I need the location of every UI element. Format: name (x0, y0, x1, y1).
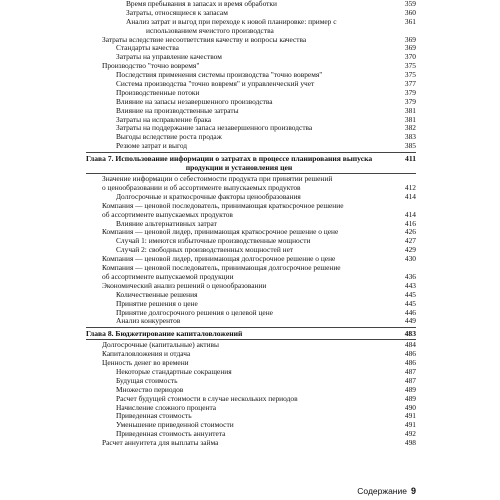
chapter-title (86, 329, 416, 338)
toc-entry[interactable] (86, 116, 416, 125)
toc-entry-page-number: 361 (404, 16, 416, 26)
toc-entry-title: Затраты вследствие несоответствия качеству и вопросы качества (102, 35, 307, 44)
toc-entry[interactable] (86, 228, 416, 237)
chapter-rule (86, 152, 416, 153)
toc-entry[interactable] (86, 98, 416, 107)
toc-entry-title: Компания — ценовой лидер, принимающая долгосрочное решение о цене (102, 255, 336, 264)
toc-entry-page-number: 375 (404, 61, 416, 71)
toc-entry-page-number: 449 (404, 316, 416, 326)
toc-entry-page-number: 491 (404, 411, 416, 421)
toc-entry-page-number: 369 (404, 34, 416, 44)
toc-entry[interactable] (86, 377, 416, 386)
toc-entry-page-number: 436 (404, 271, 416, 281)
toc-entry[interactable] (86, 412, 416, 421)
footer-page-number: 9 (410, 486, 416, 496)
toc-entry-page-number: 484 (404, 340, 416, 350)
toc-entry[interactable] (86, 368, 416, 377)
toc-entry[interactable] (86, 124, 416, 133)
toc-entry[interactable] (86, 359, 416, 368)
toc-entry[interactable] (86, 264, 416, 273)
toc-entry-title: Значение информации о себестоимости продукта при принятии решений (102, 175, 333, 184)
toc-entry[interactable] (86, 309, 416, 318)
toc-entry-title: Производство "точно вовремя" (102, 62, 200, 71)
toc-entry-page-number: 379 (404, 96, 416, 106)
toc-entry-title: Долгосрочные и краткосрочные факторы ценообразования (116, 192, 301, 201)
toc-entry-title: Приведенная стоимость (116, 412, 192, 421)
toc-entry-page-number: 430 (404, 254, 416, 264)
toc-entry-page-number: 429 (404, 245, 416, 255)
toc-entry-title: использованием ячеистого производства (146, 26, 274, 35)
toc-entry-page-number: 486 (404, 349, 416, 359)
toc-entry-title: Некоторые стандартные сокращения (116, 367, 232, 376)
chapter-heading (86, 154, 416, 172)
table-of-contents (86, 0, 416, 448)
toc-entry-title: Капиталовложения и отдача (102, 350, 191, 359)
chapter-page-number: 483 (404, 329, 416, 339)
toc-entry-page-number: 385 (404, 141, 416, 151)
chapter-title-line: продукции и установления цен (185, 163, 293, 173)
toc-entry-title: Затраты, относящиеся к запасам (126, 8, 228, 17)
toc-entry-page-number: 377 (404, 79, 416, 89)
toc-entry[interactable] (86, 300, 416, 309)
chapter-title-line: Глава 7. Использование информации о затратах в процессе планирования выпуска (86, 154, 373, 164)
toc-entry[interactable] (86, 142, 416, 151)
toc-entry[interactable] (86, 0, 416, 9)
toc-entry[interactable] (86, 53, 416, 62)
toc-entry[interactable] (86, 430, 416, 439)
toc-entry-title: Множество периодов (116, 385, 184, 394)
toc-entry[interactable] (86, 246, 416, 255)
toc-entry-page-number: 360 (404, 7, 416, 17)
toc-entry-title: Резюме затрат и выгод (116, 142, 188, 151)
toc-entry[interactable] (86, 184, 416, 193)
toc-entry-page-number: 414 (404, 191, 416, 201)
toc-entry[interactable] (86, 404, 416, 413)
toc-entry[interactable] (86, 202, 416, 211)
toc-entry-title: об ассортименте выпускаемых продуктов (102, 210, 233, 219)
chapter-rule (86, 173, 416, 174)
chapter-title (86, 154, 416, 172)
toc-entry-title: Время пребывания в запасах и время обработки (126, 0, 277, 8)
toc-entry-title: Анализ конкурентов (116, 317, 181, 326)
toc-entry-title: Система производства "точно вовремя" и управленческий учет (116, 80, 315, 89)
toc-entry-page-number: 369 (404, 43, 416, 53)
toc-entry-page-number: 487 (404, 366, 416, 376)
toc-entry[interactable] (86, 395, 416, 404)
toc-entry[interactable] (86, 273, 416, 282)
toc-entry-title: Компания — ценовой последователь, принимающая долгосрочное решение (102, 264, 341, 273)
toc-entry-title: Затраты на поддержание запаса незавершенного производства (116, 124, 313, 133)
toc-entry-page-number: 491 (404, 420, 416, 430)
chapter-title-line: Глава 8. Бюджетирование капиталовложений (86, 329, 243, 339)
toc-entry[interactable] (86, 44, 416, 53)
toc-entry-page-number: 416 (404, 218, 416, 228)
toc-entry-page-number: 498 (404, 438, 416, 448)
toc-entry[interactable] (86, 421, 416, 430)
toc-entry-title: о ценообразовании и об ассортименте выпускаемых продуктов (102, 184, 301, 193)
toc-entry-title: Экономический анализ решений о ценообразовании (102, 281, 267, 290)
chapter-page-number: 411 (405, 154, 416, 164)
toc-entry[interactable] (86, 133, 416, 142)
toc-entry-page-number: 359 (404, 0, 416, 8)
toc-entry-page-number: 414 (404, 209, 416, 219)
toc-entry-title: об ассортименте выпускаемой продукции (102, 272, 234, 281)
toc-entry[interactable] (86, 341, 416, 350)
toc-entry[interactable] (86, 89, 416, 98)
toc-entry-page-number: 443 (404, 280, 416, 290)
toc-entry-page-number: 446 (404, 307, 416, 317)
toc-entry[interactable] (86, 9, 416, 18)
toc-entry-title: Приведенная стоимость аннуитета (116, 430, 226, 439)
toc-entry-title: Ценность денег во времени (102, 359, 189, 368)
toc-entry[interactable] (86, 291, 416, 300)
toc-entry-title: Расчет аннуитета для выплаты займа (102, 439, 219, 448)
toc-entry[interactable] (86, 71, 416, 80)
toc-entry-page-number: 492 (404, 429, 416, 439)
toc-entry-title: Компания — ценовой последователь, принимающая краткосрочное решение (102, 201, 344, 210)
chapter-rule (86, 327, 416, 328)
toc-entry-page-number: 381 (404, 105, 416, 115)
toc-entry-title: Количественные решения (116, 290, 198, 299)
toc-entry-page-number: 379 (404, 87, 416, 97)
toc-entry-title: Затраты на исправление брака (116, 115, 212, 124)
toc-entry[interactable] (86, 211, 416, 220)
toc-entry-page-number: 426 (404, 227, 416, 237)
toc-entry-page-number: 427 (404, 236, 416, 246)
toc-entry-title: Долгосрочные (капитальные) активы (102, 341, 219, 350)
chapter-rule (86, 339, 416, 340)
toc-entry[interactable] (86, 36, 416, 45)
toc-entry-title: Последствия применения системы производства "точно вовремя" (116, 71, 323, 80)
chapter-heading (86, 329, 416, 338)
toc-entry-title: Выгоды вследствие роста продаж (116, 133, 222, 142)
toc-entry[interactable] (86, 317, 416, 326)
toc-entry[interactable] (86, 282, 416, 291)
toc-entry-title: Влияние на производственные затраты (116, 106, 239, 115)
toc-entry-page-number: 382 (404, 123, 416, 133)
toc-entry-page-number: 375 (404, 70, 416, 80)
toc-entry-page-number: 490 (404, 402, 416, 412)
toc-entry[interactable] (86, 62, 416, 71)
toc-entry-title: Анализ затрат и выгод при переходе к новой планировке: пример с (126, 17, 337, 26)
toc-entry[interactable] (86, 255, 416, 264)
toc-entry[interactable] (86, 27, 416, 36)
page-footer (357, 486, 416, 496)
toc-entry[interactable] (86, 193, 416, 202)
toc-entry-page-number: 412 (404, 183, 416, 193)
toc-entry-page-number: 445 (404, 298, 416, 308)
toc-entry[interactable] (86, 18, 416, 27)
toc-entry[interactable] (86, 80, 416, 89)
toc-entry-title: Случай 2: свободных производственных мощностей нет (116, 246, 294, 255)
toc-entry[interactable] (86, 107, 416, 116)
toc-entry[interactable] (86, 175, 416, 184)
toc-entry-page-number: 370 (404, 52, 416, 62)
toc-entry-title: Влияние альтернативных затрат (116, 219, 217, 228)
toc-entry-title: Принятие долгосрочного решения о целевой цене (116, 308, 273, 317)
toc-entry[interactable] (86, 350, 416, 359)
toc-entry-page-number: 381 (404, 114, 416, 124)
footer-label: Содержание (357, 486, 407, 496)
toc-entry-title: Начисление сложного процента (116, 403, 217, 412)
toc-entry-title: Принятие решения о цене (116, 299, 198, 308)
toc-entry-page-number: 489 (404, 393, 416, 403)
toc-entry-title: Затраты на управление качеством (116, 53, 222, 62)
toc-entry-page-number: 445 (404, 289, 416, 299)
toc-entry-title: Производственные потоки (116, 88, 200, 97)
toc-entry[interactable] (86, 439, 416, 448)
toc-entry-title: Влияние на запасы незавершенного производства (116, 97, 273, 106)
toc-entry-title: Компания — ценовой лидер, принимающая краткосрочное решение о цене (102, 228, 339, 237)
toc-entry-title: Случай 1: имеются избыточные производственные мощности (116, 237, 311, 246)
toc-entry-title: Будущая стоимость (116, 376, 178, 385)
toc-entry[interactable] (86, 220, 416, 229)
toc-entry-page-number: 486 (404, 358, 416, 368)
toc-entry[interactable] (86, 237, 416, 246)
toc-entry-title: Стандарты качества (116, 44, 179, 53)
toc-entry-page-number: 383 (404, 132, 416, 142)
toc-entry-title: Уменьшение приведенной стоимости (116, 421, 234, 430)
toc-entry-page-number: 487 (404, 375, 416, 385)
toc-entry-page-number: 489 (404, 384, 416, 394)
toc-entry[interactable] (86, 386, 416, 395)
toc-entry-title: Расчет будущей стоимости в случае нескольких периодов (116, 394, 298, 403)
